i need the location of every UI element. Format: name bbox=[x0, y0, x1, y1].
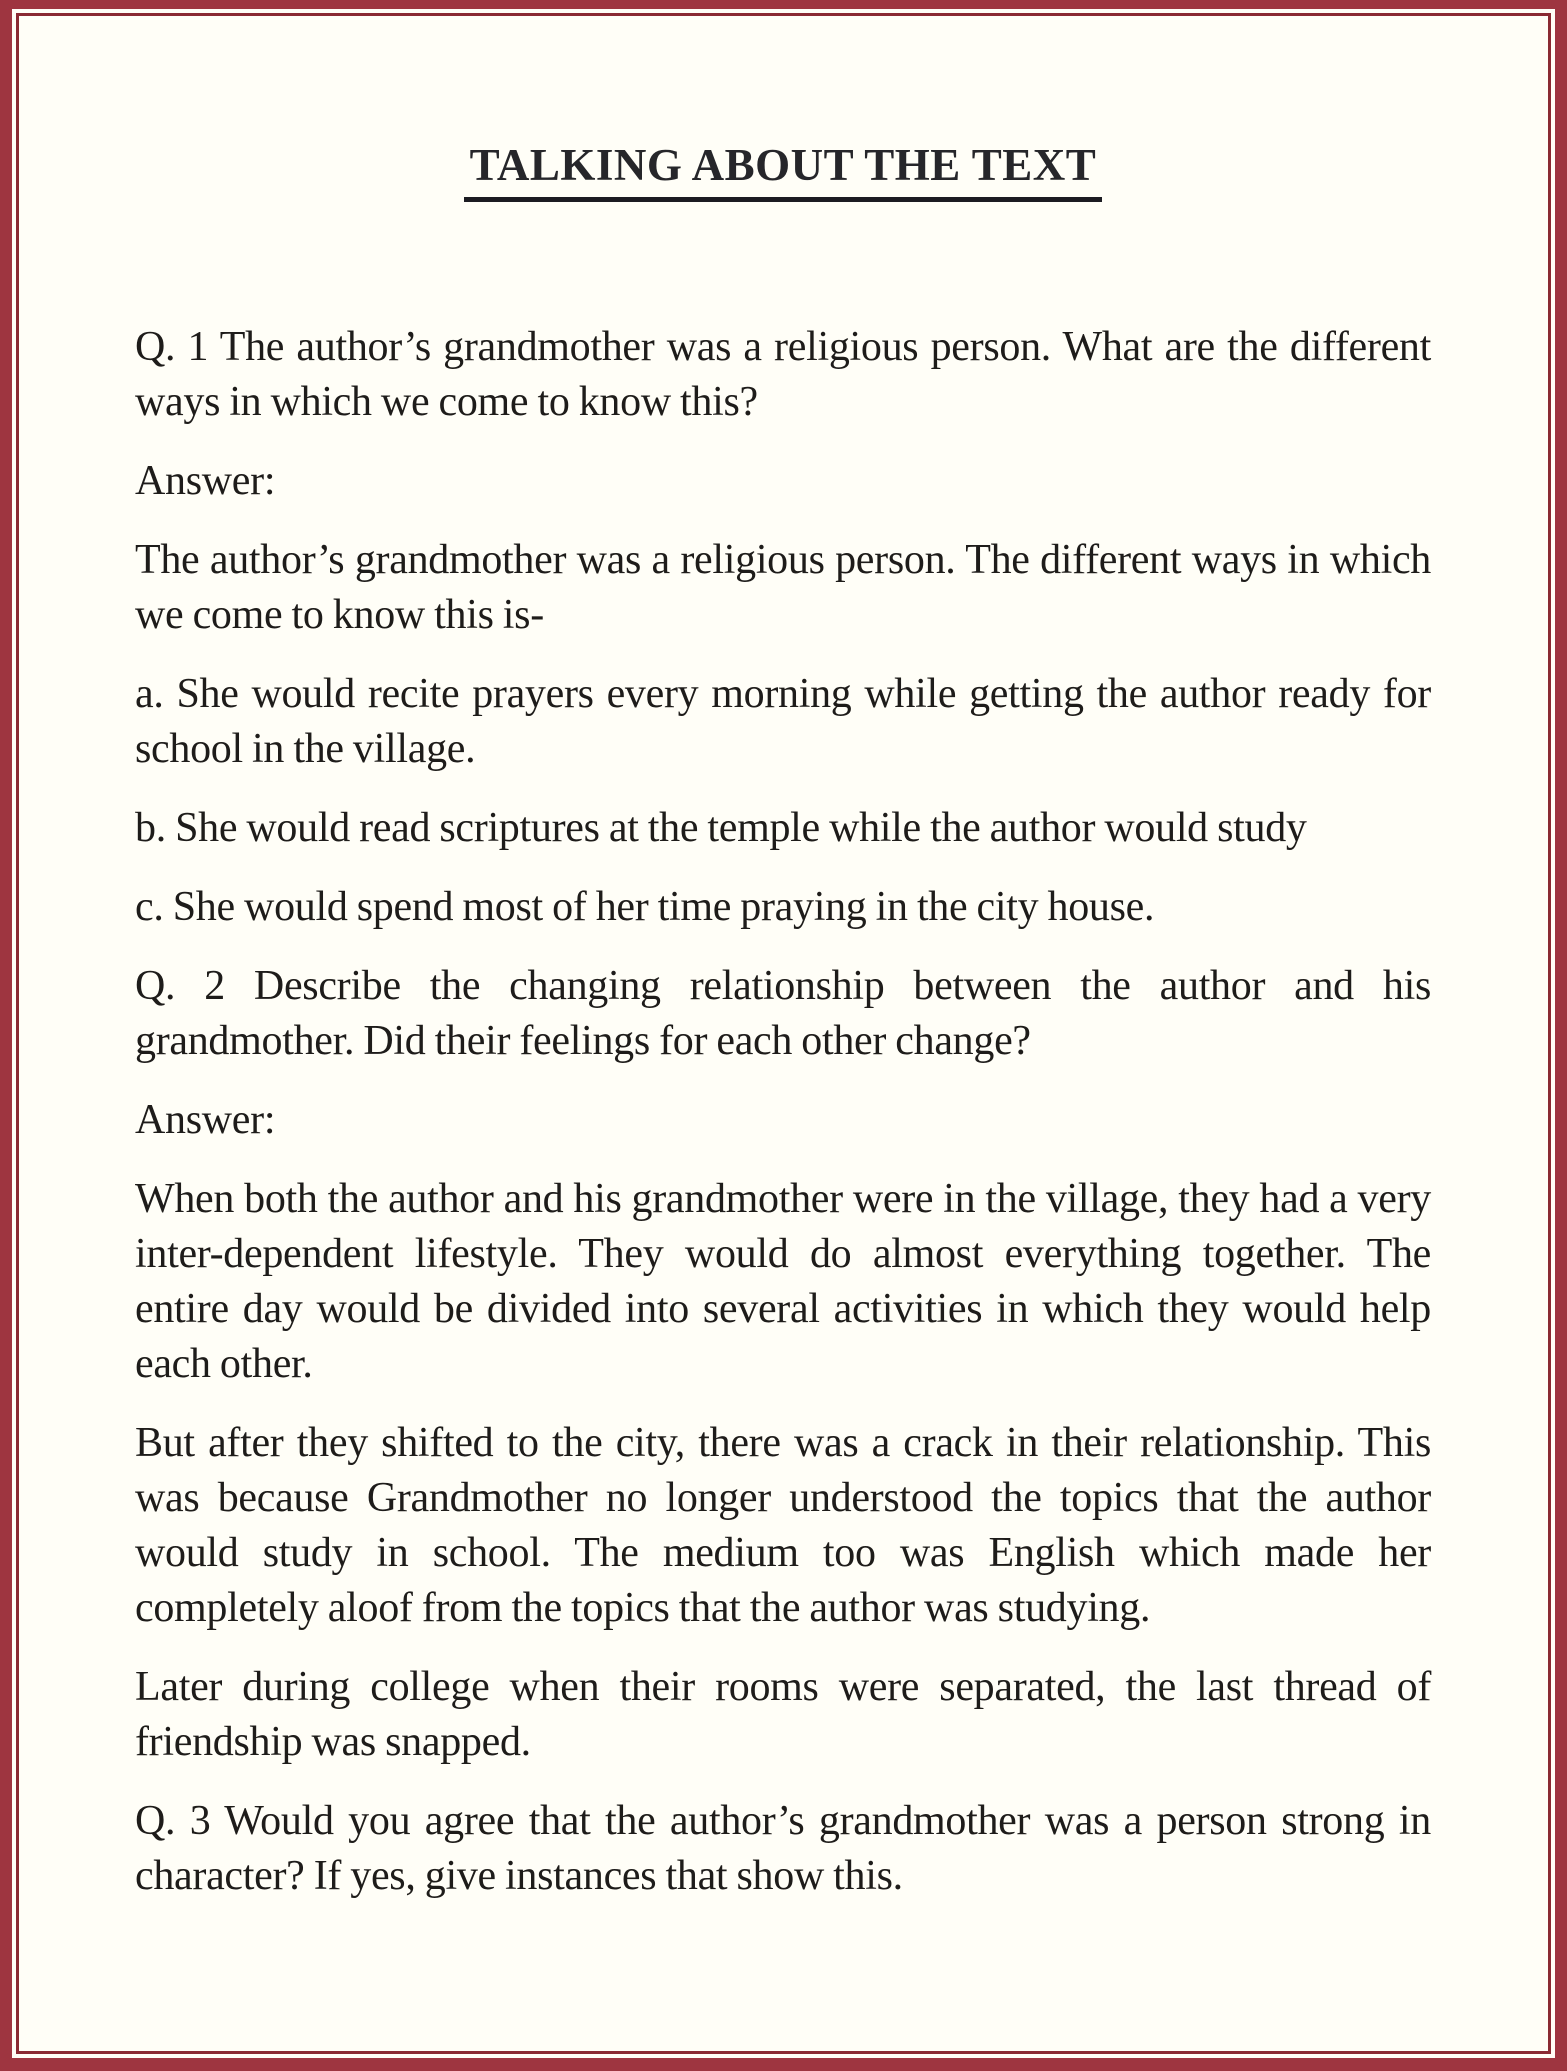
border-gap bbox=[12, 9, 1555, 2058]
answer-1-item-c: c. She would spend most of her time praying in the city house. bbox=[135, 884, 1155, 931]
page-content-area bbox=[16, 13, 1551, 2054]
question-3: Q. 3 Would you agree that the author’s grandmother was a person strong in character? If yes, give instances that show this. bbox=[135, 1798, 1431, 1900]
answer-2-para-3: Later during college when their rooms were separated, the last thread of friendship was snapped. bbox=[135, 1664, 1431, 1766]
page-title bbox=[135, 142, 1431, 202]
answer-1-item-b: b. She would read scriptures at the temple while the author would study bbox=[135, 805, 1307, 852]
question-2: Q. 2 Describe the changing relationship between the author and his grandmother. Did their feelings for each other change? bbox=[135, 963, 1431, 1065]
answer-2-para-1: When both the author and his grandmother were in the village, they had a very inter-dependent lifestyle. They would do almost everything together. The entire day would be divided into several activities in which they would help each other. bbox=[135, 1176, 1431, 1388]
question-1: Q. 1 The author’s grandmother was a religious person. What are the different ways in which we come to know this? bbox=[135, 324, 1431, 426]
page-title-text: TALKING ABOUT THE TEXT bbox=[464, 142, 1103, 202]
answer-2-para-2: But after they shifted to the city, there was a crack in their relationship. This was because Grandmother no longer understood the topics that the author would study in school. The medium too was English which made her completely aloof from the topics that the author was studying. bbox=[135, 1420, 1431, 1632]
answer-label-2: Answer: bbox=[135, 1097, 276, 1144]
answer-1-intro: The author’s grandmother was a religious person. The different ways in which we come to know this is- bbox=[135, 537, 1431, 639]
answer-1-item-a: a. She would recite prayers every morning while getting the author ready for school in the village. bbox=[135, 671, 1431, 773]
answer-label-1: Answer: bbox=[135, 458, 276, 505]
